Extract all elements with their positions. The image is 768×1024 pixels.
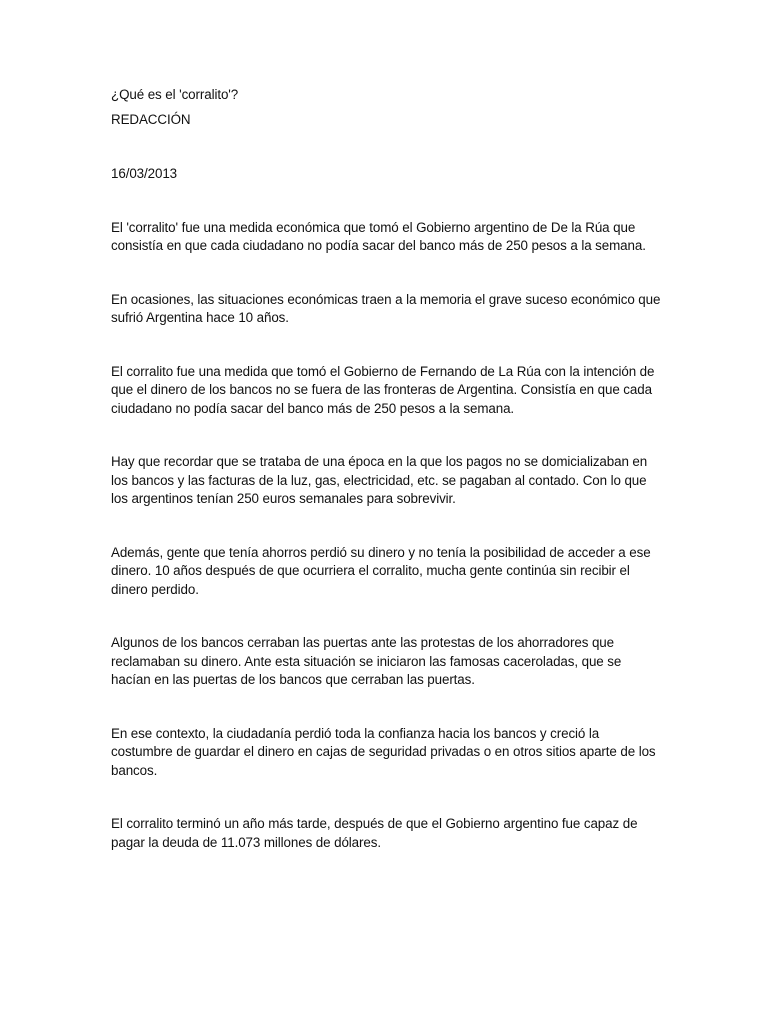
article-paragraph: Algunos de los bancos cerraban las puertas ante las protestas de los ahorradores que reclamaban su dinero. Ante esta situación se iniciaron las famosas caceroladas, que se hacían en las puertas de los bancos que cerraban las puertas.	[111, 635, 622, 687]
article-paragraph: Además, gente que tenía ahorros perdió su dinero y no tenía la posibilidad de acceder a ese dinero. 10 años después de que ocurriera el corralito, mucha gente continúa sin recibir el dinero perdido.	[111, 544, 651, 597]
article-paragraph: Hay que recordar que se trataba de una época en la que los pagos no se domicializaban en los bancos y las facturas de la luz, gas, electricidad, etc. se pagaban al contado. Con lo que los argentinos tenían 250 euros semanales para sobrevivir.	[111, 454, 648, 506]
article-paragraph: El 'corralito' fue una medida económica que tomó el Gobierno argentino de De la Rúa que consistía en que cada ciudadano no podía sacar del banco más de 250 pesos a la semana.	[111, 219, 646, 253]
article-paragraph: En ocasiones, las situaciones económicas traen a la memoria el grave suceso económico que sufrió Argentina hace 10 años.	[111, 291, 661, 325]
article-body	[111, 86, 661, 887]
article-paragraph: En ese contexto, la ciudadanía perdió toda la confianza hacia los bancos y creció la costumbre de guardar el dinero en cajas de seguridad privadas o en otros sitios aparte de los bancos.	[111, 725, 656, 778]
article-title: ¿Qué es el 'corralito'?	[111, 87, 239, 102]
article-paragraph: El corralito fue una medida que tomó el Gobierno de Fernando de La Rúa con la intención de que el dinero de los bancos no se fuera de las fronteras de Argentina. Consistía en que cada ciudadano no podía sacar del banco más de 250 pesos a la semana.	[111, 363, 655, 416]
article-author: REDACCIÓN	[111, 111, 191, 127]
article-paragraph: El corralito terminó un año más tarde, después de que el Gobierno argentino fue capaz de pagar la deuda de 11.073 millones de dólares.	[111, 816, 638, 850]
article-date: 16/03/2013	[111, 166, 178, 181]
